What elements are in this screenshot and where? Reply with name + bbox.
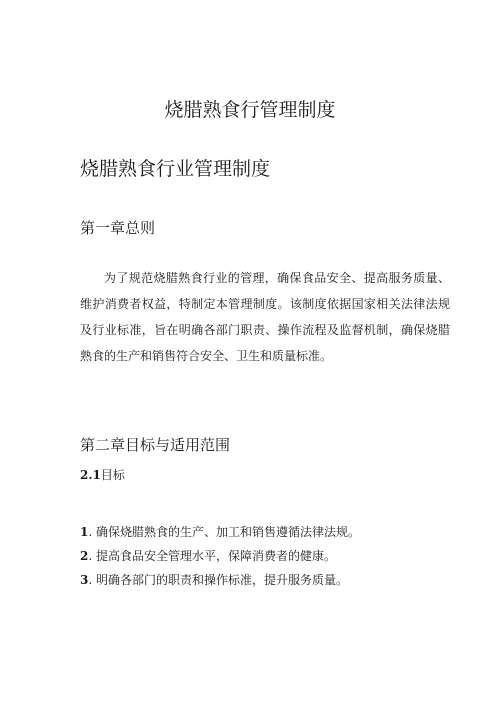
document-title: 烧腊熟食行管理制度 bbox=[164, 99, 336, 121]
list-item bbox=[80, 520, 360, 544]
list-item-text: . 提高食品安全管理水平，保障消费者的健康。 bbox=[88, 549, 336, 563]
section-2-1-heading bbox=[80, 465, 125, 485]
list-item bbox=[80, 544, 360, 568]
goals-list bbox=[80, 520, 360, 592]
list-item bbox=[80, 568, 360, 592]
list-item-number: 3 bbox=[80, 573, 89, 587]
section-title: 目标 bbox=[100, 468, 125, 482]
list-item-number: 1 bbox=[80, 525, 89, 539]
chapter-1-heading: 第一章总则 bbox=[80, 219, 156, 237]
chapter-2-heading: 第二章目标与适用范围 bbox=[80, 436, 231, 454]
list-item-number: 2 bbox=[80, 549, 89, 563]
list-item-text: . 确保烧腊熟食的生产、加工和销售遵循法律法规。 bbox=[88, 525, 360, 539]
list-item-text: . 明确各部门的职责和操作标准，提升服务质量。 bbox=[88, 573, 348, 587]
document-subtitle: 烧腊熟食行业管理制度 bbox=[80, 158, 271, 180]
chapter-1-paragraph: 为了规范烧腊熟食行业的管理，确保食品安全、提高服务质量、维护消费者权益，特制定本管理制度。该制度依据国家相关法律法规及行业标准，旨在明确各部门职责、操作流程及监督机制，确保烧腊熟食的生产和销售符合安全、卫生和质量标准。 bbox=[80, 271, 450, 363]
section-number: 2.1 bbox=[80, 468, 101, 482]
